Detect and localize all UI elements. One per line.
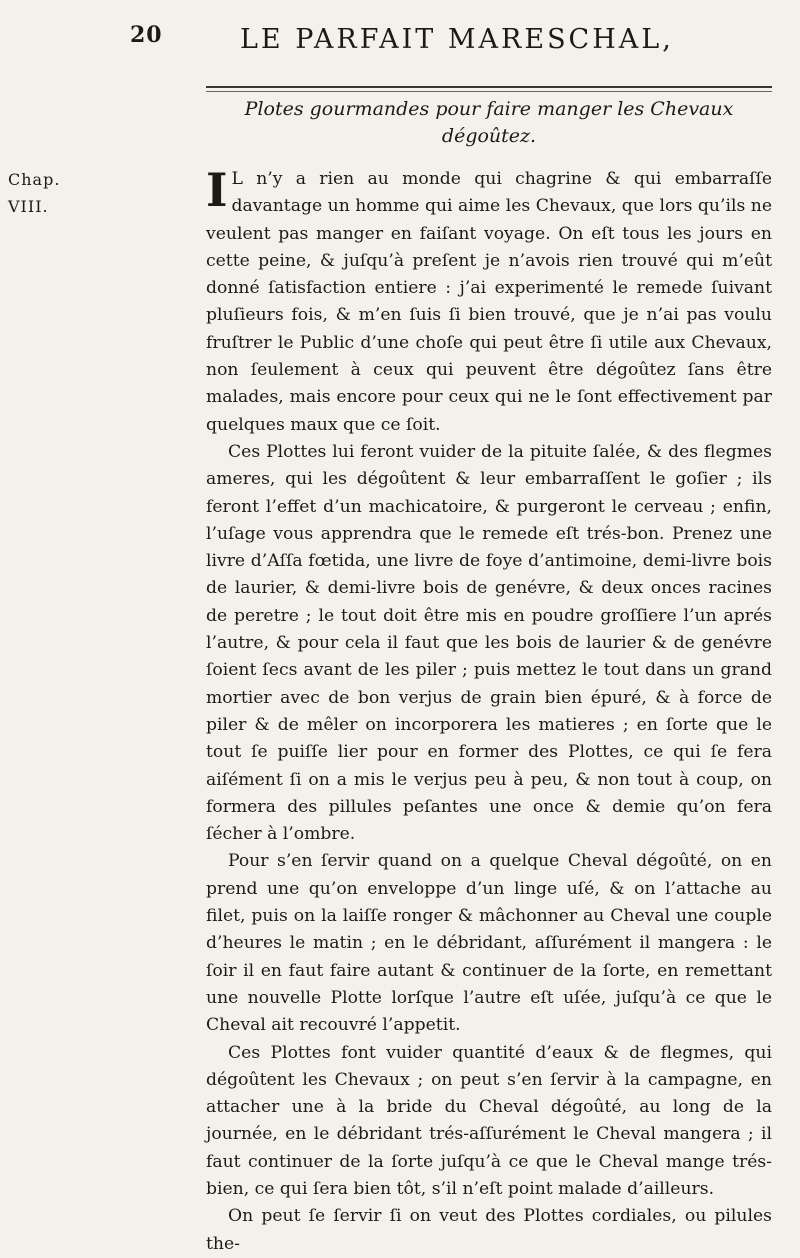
section-title [206,96,772,150]
page-number: 20 [130,22,163,48]
drop-cap: I [206,163,228,217]
margin-chapter: Chap. [8,170,61,189]
paragraph [206,163,772,439]
page-header [130,8,770,68]
paragraph-text: L n’y a rien au monde qui chagrine & qui embarraſſe davantage un homme qui aime les Chevaux, que lors qu’ils ne veulent pas manger en faiſant voyage. On eſt tous les jours en cette peine, & juſqu’à preſent je n’avois rien trouvé qui m’eût donné ſatisfaction entiere : j’ai experimenté le remede ſuivant pluſieurs fois, & m’en ſuis ſi bien trouvé, que je n’ai pas voulu fruſtrer le Public d’une choſe qui peut être ſi utile aux Chevaux, non ſeulement à ceux qui peuvent être dégoûtez ſans être malades, mais encore pour ceux qui ne le ſont effectivement par quelques maux que ce ſoit. [206,169,772,435]
running-head: LE PARFAIT MARESCHAL, [240,24,674,55]
paragraph: Ces Plottes lui feront vuider de la pituite ſalée, & des flegmes ameres, qui les dégoûtent & leur embarraſſent le goſier ; ils feront l’effet d’un machicatoire, & purgeront le cerveau ; enfin, l’uſage vous apprendra que le remede eſt trés-bon. Prenez une livre d’Aſſa fœtida, une livre de foye d’antimoine, demi-livre bois de laurier, & demi-livre bois de genévre, & deux onces racines de peretre ; le tout doit être mis en poudre groſſiere l’un aprés l’autre, & pour cela il faut que les bois de laurier & de genévre ſoient ſecs avant de les piler ; puis mettez le tout dans un grand mortier avec de bon verjus de grain bien épuré, & à force de piler & de mêler on incorporera les matieres ; en ſorte que le tout ſe puiſſe lier pour en former des Plottes, ce qui ſe fera aiſément ſi on a mis le verjus peu à peu, & non tout à coup, on formera des pillules peſantes une once & demie qu’on fera ſécher à l’ombre. [206,441,772,845]
header-rule [206,86,772,88]
section-title-line1: Plotes gourmandes pour faire manger les Chevaux [244,98,734,120]
body-text [206,163,772,1258]
margin-chapter-number: VIII. [8,197,49,216]
margin-note [8,166,68,220]
paragraph: On peut ſe ſervir ſi on veut des Plottes cordiales, ou pilules the- [206,1206,772,1254]
header-rule-thin [206,91,772,92]
section-title-line2: dégoûtez. [441,125,537,147]
paragraph: Ces Plottes font vuider quantité d’eaux & de flegmes, qui dégoûtent les Chevaux ; on peut s’en ſervir à la campagne, en attacher une à la bride du Cheval dégoûté, au long de la journée, en le débridant trés-aſſurément le Cheval mangera ; il faut continuer de la ſorte juſqu’à ce que le Cheval mange trés-bien, ce qui ſera bien tôt, s’il n’eſt point malade d’ailleurs. [206,1042,772,1199]
paragraph: Pour s’en ſervir quand on a quelque Cheval dégoûté, on en prend une qu’on enveloppe d’un linge uſé, & on l’attache au filet, puis on la laiſſe ronger & mâchonner au Cheval une couple d’heures le matin ; en le débridant, aſſurément il mangera : le ſoir il en faut faire autant & continuer de la ſorte, en remettant une nouvelle Plotte lorſque l’autre eſt uſée, juſqu’à ce que le Cheval ait recouvré l’appetit. [206,851,772,1036]
